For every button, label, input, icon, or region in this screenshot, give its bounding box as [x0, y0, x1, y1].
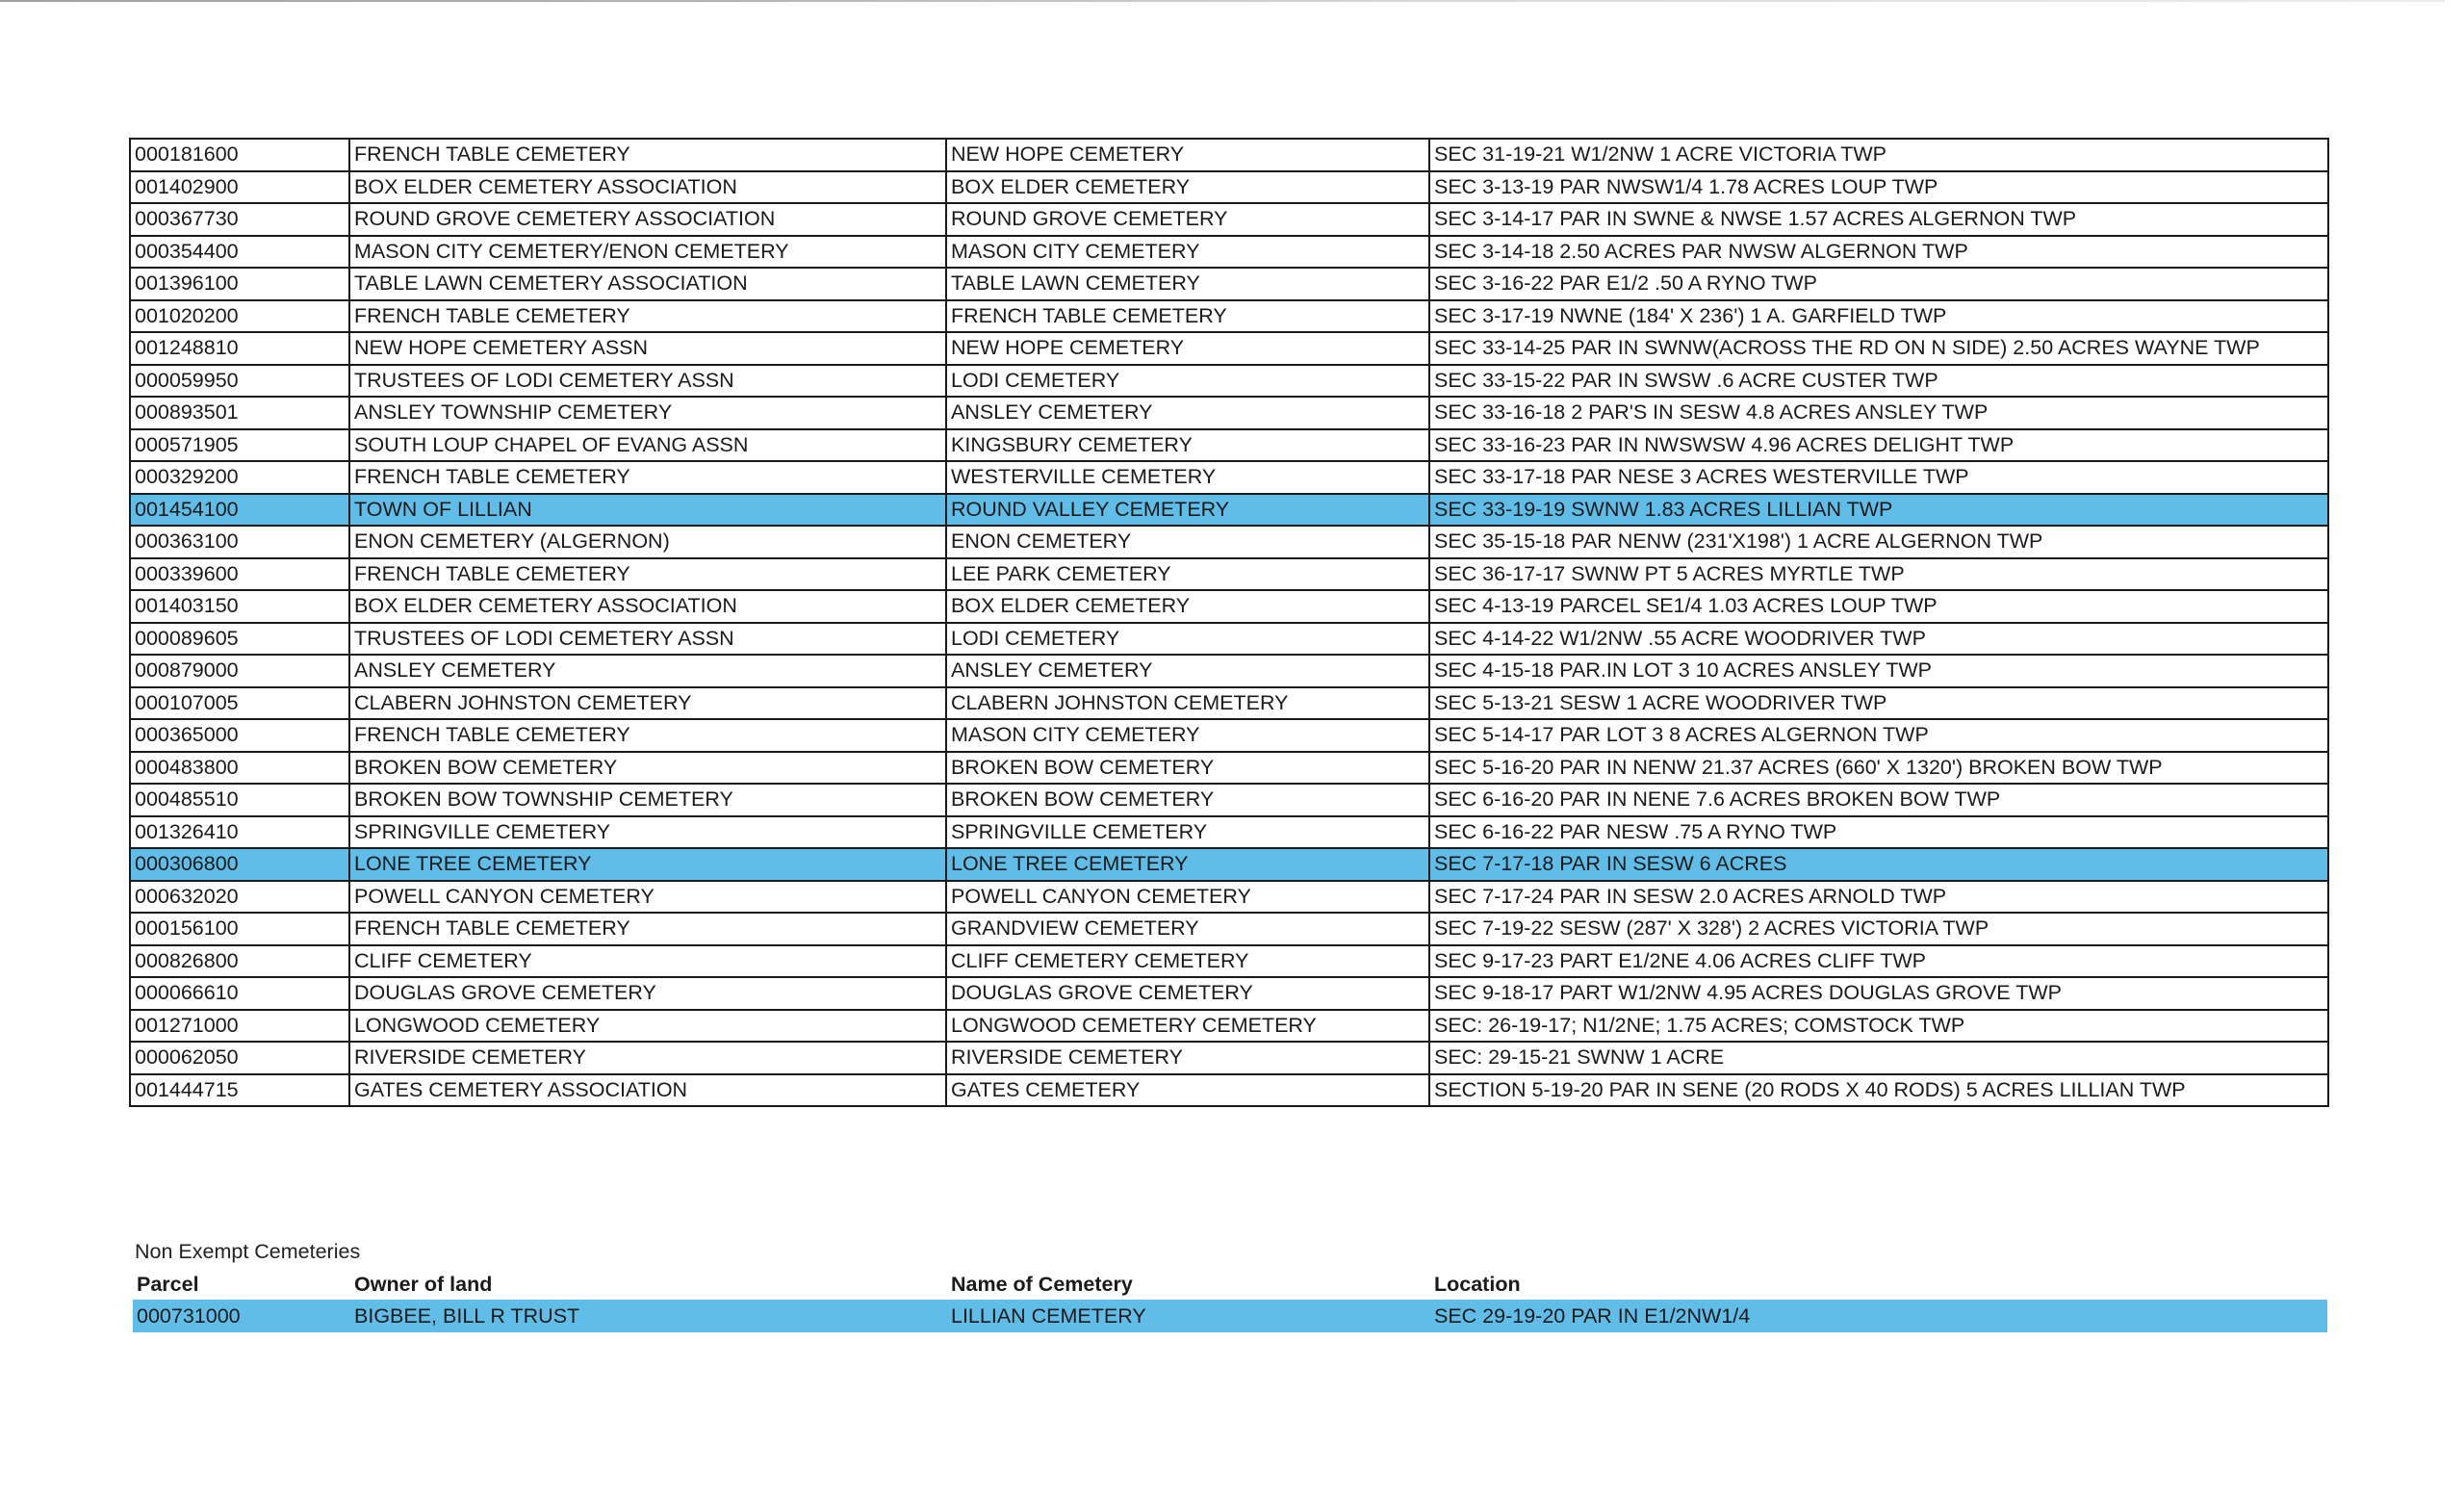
location-cell: SEC 33-16-23 PAR IN NWSWSW 4.96 ACRES DELIGHT TWP — [1429, 429, 2328, 462]
owner-cell: ANSLEY TOWNSHIP CEMETERY — [349, 397, 946, 429]
parcel-cell: 000062050 — [130, 1042, 349, 1074]
owner-cell: DOUGLAS GROVE CEMETERY — [349, 977, 946, 1010]
owner-cell: GATES CEMETERY ASSOCIATION — [349, 1074, 946, 1107]
location-cell: SEC 3-14-17 PAR IN SWNE & NWSE 1.57 ACRES ALGERNON TWP — [1429, 203, 2328, 236]
table-row — [130, 139, 2328, 171]
owner-cell: ROUND GROVE CEMETERY ASSOCIATION — [349, 203, 946, 236]
parcel-cell: 001402900 — [130, 171, 349, 204]
table-row — [130, 590, 2328, 623]
parcel-cell: 000485510 — [130, 784, 349, 816]
parcel-cell: 000571905 — [130, 429, 349, 462]
parcel-cell: 000893501 — [130, 397, 349, 429]
parcel-cell: 001403150 — [130, 590, 349, 623]
owner-cell: LONE TREE CEMETERY — [349, 848, 946, 881]
cemetery-cell: LONGWOOD CEMETERY CEMETERY — [946, 1010, 1429, 1043]
parcel-cell: 001248810 — [130, 332, 349, 365]
parcel-cell: 000089605 — [130, 623, 349, 656]
owner-cell: LONGWOOD CEMETERY — [349, 1010, 946, 1043]
header-location: Location — [1434, 1273, 1521, 1296]
owner-cell: BROKEN BOW TOWNSHIP CEMETERY — [349, 784, 946, 816]
table-row — [130, 719, 2328, 752]
header-cemetery: Name of Cemetery — [951, 1273, 1133, 1296]
cemetery-cell: ROUND VALLEY CEMETERY — [946, 494, 1429, 527]
parcel-cell: 000826800 — [130, 945, 349, 978]
owner-cell: BOX ELDER CEMETERY ASSOCIATION — [349, 590, 946, 623]
scan-edge-line — [0, 0, 2445, 2]
location-cell: SEC 4-15-18 PAR.IN LOT 3 10 ACRES ANSLEY TWP — [1429, 655, 2328, 687]
owner-cell: TABLE LAWN CEMETERY ASSOCIATION — [349, 268, 946, 300]
owner-cell: NEW HOPE CEMETERY ASSN — [349, 332, 946, 365]
parcel-cell: 000107005 — [130, 687, 349, 720]
owner-cell: RIVERSIDE CEMETERY — [349, 1042, 946, 1074]
parcel-cell: 000879000 — [130, 655, 349, 687]
cemetery-cell: KINGSBURY CEMETERY — [946, 429, 1429, 462]
owner-cell: ENON CEMETERY (ALGERNON) — [349, 526, 946, 558]
table-row — [130, 784, 2328, 816]
cemetery-cell: ROUND GROVE CEMETERY — [946, 203, 1429, 236]
location-cell: SEC 3-14-18 2.50 ACRES PAR NWSW ALGERNON TWP — [1429, 236, 2328, 269]
location-cell: SEC 7-17-18 PAR IN SESW 6 ACRES — [1429, 848, 2328, 881]
cemetery-cell: MASON CITY CEMETERY — [946, 719, 1429, 752]
table-row — [130, 752, 2328, 785]
cemetery-cell: ANSLEY CEMETERY — [946, 655, 1429, 687]
cemetery-cell: BOX ELDER CEMETERY — [946, 171, 1429, 204]
location-cell: SEC 4-14-22 W1/2NW .55 ACRE WOODRIVER TWP — [1429, 623, 2328, 656]
cemetery-cell: CLABERN JOHNSTON CEMETERY — [946, 687, 1429, 720]
table-row — [130, 945, 2328, 978]
cemetery-cell: WESTERVILLE CEMETERY — [946, 461, 1429, 494]
owner-cell: FRENCH TABLE CEMETERY — [349, 139, 946, 171]
location-cell: SEC 6-16-22 PAR NESW .75 A RYNO TWP — [1429, 816, 2328, 849]
parcel-cell: 000365000 — [130, 719, 349, 752]
cemetery-cell: CLIFF CEMETERY CEMETERY — [946, 945, 1429, 978]
cemetery-cell: MASON CITY CEMETERY — [946, 236, 1429, 269]
owner-cell: CLIFF CEMETERY — [349, 945, 946, 978]
non-exempt-cemeteries-table — [133, 1269, 2327, 1332]
owner-cell: SOUTH LOUP CHAPEL OF EVANG ASSN — [349, 429, 946, 462]
location-cell: SEC 7-19-22 SESW (287' X 328') 2 ACRES VICTORIA TWP — [1429, 913, 2328, 945]
cemetery-cell: GRANDVIEW CEMETERY — [946, 913, 1429, 945]
location-cell: SEC 5-16-20 PAR IN NENW 21.37 ACRES (660' X 1320') BROKEN BOW TWP — [1429, 752, 2328, 785]
cemetery-cell: BOX ELDER CEMETERY — [946, 590, 1429, 623]
owner-cell: ANSLEY CEMETERY — [349, 655, 946, 687]
exempt-table-body — [130, 139, 2328, 1106]
table-row — [130, 268, 2328, 300]
parcel-cell: 000632020 — [130, 881, 349, 914]
location-cell: SEC 33-17-18 PAR NESE 3 ACRES WESTERVILLE TWP — [1429, 461, 2328, 494]
table-row — [130, 236, 2328, 269]
parcel-cell: 001444715 — [130, 1074, 349, 1107]
parcel-cell: 000367730 — [130, 203, 349, 236]
table-row — [130, 913, 2328, 945]
location-cell: SEC 33-15-22 PAR IN SWSW .6 ACRE CUSTER TWP — [1429, 365, 2328, 398]
table-row — [130, 1010, 2328, 1043]
cemetery-cell: LILLIAN CEMETERY — [947, 1300, 1430, 1332]
cemetery-cell: NEW HOPE CEMETERY — [946, 332, 1429, 365]
non-exempt-section-title: Non Exempt Cemeteries — [135, 1240, 361, 1263]
table-row — [130, 397, 2328, 429]
parcel-cell: 000306800 — [130, 848, 349, 881]
parcel-cell: 000731000 — [133, 1300, 350, 1332]
cemetery-cell: LONE TREE CEMETERY — [946, 848, 1429, 881]
parcel-cell: 000363100 — [130, 526, 349, 558]
cemetery-cell: LEE PARK CEMETERY — [946, 558, 1429, 591]
cemetery-cell: SPRINGVILLE CEMETERY — [946, 816, 1429, 849]
owner-cell: BROKEN BOW CEMETERY — [349, 752, 946, 785]
exempt-cemeteries-table — [129, 138, 2329, 1107]
parcel-cell: 001396100 — [130, 268, 349, 300]
owner-cell: TRUSTEES OF LODI CEMETERY ASSN — [349, 623, 946, 656]
parcel-cell: 000059950 — [130, 365, 349, 398]
owner-cell: FRENCH TABLE CEMETERY — [349, 461, 946, 494]
table-row — [130, 461, 2328, 494]
location-cell: SEC 9-17-23 PART E1/2NE 4.06 ACRES CLIFF TWP — [1429, 945, 2328, 978]
table-row — [130, 365, 2328, 398]
cemetery-cell: NEW HOPE CEMETERY — [946, 139, 1429, 171]
table-row — [130, 977, 2328, 1010]
location-cell: SEC 35-15-18 PAR NENW (231'X198') 1 ACRE ALGERNON TWP — [1429, 526, 2328, 558]
table-row — [130, 1042, 2328, 1074]
owner-cell: FRENCH TABLE CEMETERY — [349, 558, 946, 591]
cemetery-cell: GATES CEMETERY — [946, 1074, 1429, 1107]
parcel-cell: 000156100 — [130, 913, 349, 945]
owner-cell: POWELL CANYON CEMETERY — [349, 881, 946, 914]
table-row — [130, 171, 2328, 204]
parcel-cell: 000329200 — [130, 461, 349, 494]
table-row — [130, 494, 2328, 527]
parcel-cell: 000339600 — [130, 558, 349, 591]
location-cell: SEC 29-19-20 PAR IN E1/2NW1/4 — [1430, 1300, 2327, 1332]
non-exempt-header-row — [133, 1269, 2327, 1300]
cemetery-cell: BROKEN BOW CEMETERY — [946, 752, 1429, 785]
table-row — [130, 816, 2328, 849]
location-cell: SEC 3-13-19 PAR NWSW1/4 1.78 ACRES LOUP TWP — [1429, 171, 2328, 204]
owner-cell: BOX ELDER CEMETERY ASSOCIATION — [349, 171, 946, 204]
location-cell: SEC 5-14-17 PAR LOT 3 8 ACRES ALGERNON TWP — [1429, 719, 2328, 752]
owner-cell: MASON CITY CEMETERY/ENON CEMETERY — [349, 236, 946, 269]
cemetery-cell: RIVERSIDE CEMETERY — [946, 1042, 1429, 1074]
owner-cell: CLABERN JOHNSTON CEMETERY — [349, 687, 946, 720]
cemetery-cell: POWELL CANYON CEMETERY — [946, 881, 1429, 914]
owner-cell: BIGBEE, BILL R TRUST — [350, 1300, 947, 1332]
parcel-cell: 001326410 — [130, 816, 349, 849]
location-cell: SEC 3-16-22 PAR E1/2 .50 A RYNO TWP — [1429, 268, 2328, 300]
owner-cell: FRENCH TABLE CEMETERY — [349, 913, 946, 945]
parcel-cell: 001020200 — [130, 300, 349, 333]
cemetery-cell: TABLE LAWN CEMETERY — [946, 268, 1429, 300]
location-cell: SEC 7-17-24 PAR IN SESW 2.0 ACRES ARNOLD TWP — [1429, 881, 2328, 914]
location-cell: SEC 33-19-19 SWNW 1.83 ACRES LILLIAN TWP — [1429, 494, 2328, 527]
cemetery-cell: BROKEN BOW CEMETERY — [946, 784, 1429, 816]
owner-cell: TOWN OF LILLIAN — [349, 494, 946, 527]
parcel-cell: 000066610 — [130, 977, 349, 1010]
table-row — [130, 655, 2328, 687]
location-cell: SECTION 5-19-20 PAR IN SENE (20 RODS X 40 RODS) 5 ACRES LILLIAN TWP — [1429, 1074, 2328, 1107]
owner-cell: FRENCH TABLE CEMETERY — [349, 300, 946, 333]
table-row — [130, 526, 2328, 558]
header-parcel: Parcel — [137, 1273, 199, 1296]
owner-cell: TRUSTEES OF LODI CEMETERY ASSN — [349, 365, 946, 398]
cemetery-cell: DOUGLAS GROVE CEMETERY — [946, 977, 1429, 1010]
location-cell: SEC 4-13-19 PARCEL SE1/4 1.03 ACRES LOUP TWP — [1429, 590, 2328, 623]
location-cell: SEC 5-13-21 SESW 1 ACRE WOODRIVER TWP — [1429, 687, 2328, 720]
location-cell: SEC 3-17-19 NWNE (184' X 236') 1 A. GARFIELD TWP — [1429, 300, 2328, 333]
table-row — [130, 687, 2328, 720]
table-row — [130, 558, 2328, 591]
table-row — [130, 332, 2328, 365]
cemetery-cell: LODI CEMETERY — [946, 365, 1429, 398]
location-cell: SEC 33-16-18 2 PAR'S IN SESW 4.8 ACRES ANSLEY TWP — [1429, 397, 2328, 429]
table-row — [130, 300, 2328, 333]
table-row — [130, 848, 2328, 881]
location-cell: SEC 31-19-21 W1/2NW 1 ACRE VICTORIA TWP — [1429, 139, 2328, 171]
non-exempt-row — [133, 1300, 2327, 1332]
table-row — [130, 623, 2328, 656]
parcel-cell: 000483800 — [130, 752, 349, 785]
table-row — [130, 1074, 2328, 1107]
location-cell: SEC: 29-15-21 SWNW 1 ACRE — [1429, 1042, 2328, 1074]
parcel-cell: 001271000 — [130, 1010, 349, 1043]
owner-cell: SPRINGVILLE CEMETERY — [349, 816, 946, 849]
location-cell: SEC 6-16-20 PAR IN NENE 7.6 ACRES BROKEN BOW TWP — [1429, 784, 2328, 816]
location-cell: SEC: 26-19-17; N1/2NE; 1.75 ACRES; COMSTOCK TWP — [1429, 1010, 2328, 1043]
cemetery-cell: ENON CEMETERY — [946, 526, 1429, 558]
table-row — [130, 203, 2328, 236]
cemetery-cell: FRENCH TABLE CEMETERY — [946, 300, 1429, 333]
header-owner: Owner of land — [354, 1273, 493, 1296]
location-cell: SEC 36-17-17 SWNW PT 5 ACRES MYRTLE TWP — [1429, 558, 2328, 591]
parcel-cell: 000181600 — [130, 139, 349, 171]
table-row — [130, 881, 2328, 914]
cemetery-cell: ANSLEY CEMETERY — [946, 397, 1429, 429]
cemetery-cell: LODI CEMETERY — [946, 623, 1429, 656]
table-row — [130, 429, 2328, 462]
owner-cell: FRENCH TABLE CEMETERY — [349, 719, 946, 752]
parcel-cell: 000354400 — [130, 236, 349, 269]
location-cell: SEC 33-14-25 PAR IN SWNW(ACROSS THE RD ON N SIDE) 2.50 ACRES WAYNE TWP — [1429, 332, 2328, 365]
parcel-cell: 001454100 — [130, 494, 349, 527]
location-cell: SEC 9-18-17 PART W1/2NW 4.95 ACRES DOUGLAS GROVE TWP — [1429, 977, 2328, 1010]
